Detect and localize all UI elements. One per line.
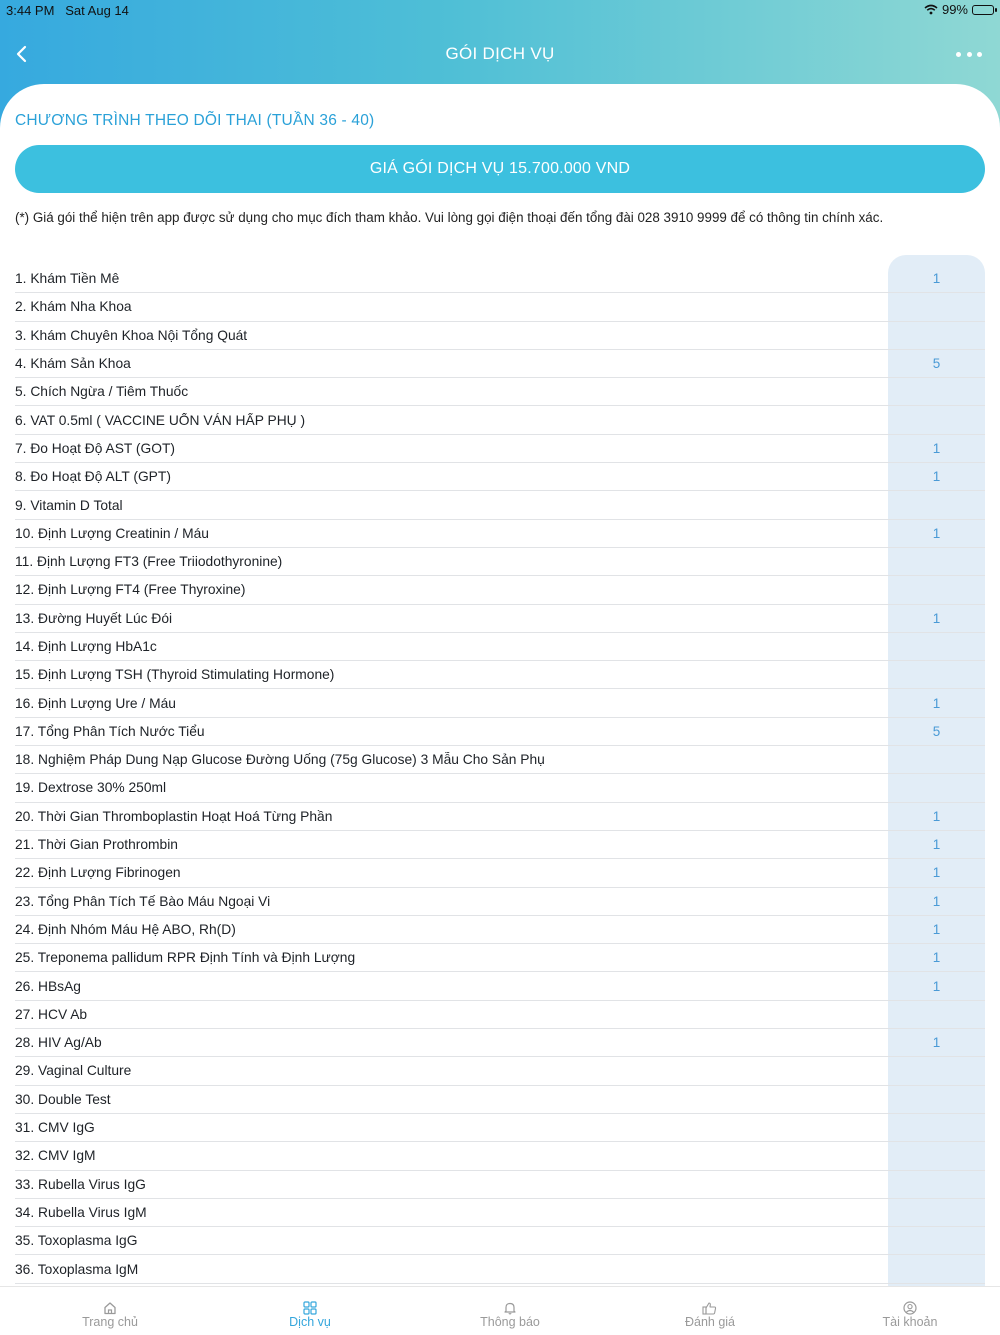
tab-services[interactable] — [210, 1287, 410, 1335]
status-date: Sat Aug 14 — [65, 3, 129, 18]
program-title: CHƯƠNG TRÌNH THEO DÕI THAI (TUẦN 36 - 40) — [15, 112, 375, 129]
service-name: 36. Toxoplasma IgM — [15, 1261, 139, 1277]
service-name: 8. Đo Hoạt Độ ALT (GPT) — [15, 469, 171, 485]
service-name: 35. Toxoplasma IgG — [15, 1233, 138, 1249]
service-row — [15, 774, 985, 802]
service-quantity: 1 — [932, 525, 941, 541]
ellipsis-icon — [956, 52, 961, 57]
service-list — [15, 265, 985, 1284]
tab-account[interactable] — [810, 1287, 1000, 1335]
service-name: 29. Vaginal Culture — [15, 1063, 132, 1079]
tab-services-label: Dịch vụ — [289, 1315, 331, 1329]
service-name: 4. Khám Sản Khoa — [15, 356, 131, 372]
service-quantity: 1 — [932, 469, 941, 485]
tab-notifications[interactable] — [410, 1287, 610, 1335]
service-row — [15, 831, 985, 859]
service-row — [15, 265, 985, 293]
service-row — [15, 350, 985, 378]
service-name: 26. HBsAg — [15, 978, 81, 994]
service-row — [15, 1255, 985, 1283]
service-name: 6. VAT 0.5ml ( VACCINE UỐN VÁN HẤP PHỤ ) — [15, 412, 306, 428]
service-row — [15, 944, 985, 972]
status-time: 3:44 PM — [6, 3, 55, 18]
service-row — [15, 576, 985, 604]
price-note: (*) Giá gói thể hiện trên app được sử dụng cho mục đích tham khảo. Vui lòng gọi điện thoại đến tổng đài 028 3910 9999 để có thông tin chính xác. — [15, 210, 884, 225]
service-row — [15, 916, 985, 944]
service-row — [15, 1001, 985, 1029]
tab-home-label: Trang chủ — [82, 1315, 138, 1329]
service-row — [15, 1199, 985, 1227]
service-row — [15, 718, 985, 746]
service-row — [15, 520, 985, 548]
service-quantity: 1 — [932, 865, 941, 881]
service-quantity: 1 — [932, 610, 941, 626]
wifi-icon — [924, 4, 938, 15]
service-row — [15, 1114, 985, 1142]
service-name: 7. Đo Hoạt Độ AST (GOT) — [15, 440, 175, 456]
service-name: 15. Định Lượng TSH (Thyroid Stimulating Hormone) — [15, 667, 335, 683]
service-row — [15, 378, 985, 406]
service-name: 30. Double Test — [15, 1091, 111, 1107]
service-row — [15, 1086, 985, 1114]
service-name: 11. Định Lượng FT3 (Free Triiodothyronine) — [15, 554, 283, 570]
service-row — [15, 689, 985, 717]
tab-notifications-label: Thông báo — [480, 1315, 540, 1329]
service-name: 28. HIV Ag/Ab — [15, 1035, 102, 1051]
service-row — [15, 435, 985, 463]
service-row — [15, 293, 985, 321]
page-title: GÓI DỊCH VỤ — [445, 44, 555, 63]
service-name: 3. Khám Chuyên Khoa Nội Tổng Quát — [15, 327, 248, 343]
tab-home[interactable] — [10, 1287, 210, 1335]
service-name: 32. CMV IgM — [15, 1148, 96, 1164]
service-name: 16. Định Lượng Ure / Máu — [15, 695, 176, 711]
service-name: 17. Tổng Phân Tích Nước Tiểu — [15, 723, 205, 739]
service-row — [15, 746, 985, 774]
service-name: 22. Định Lượng Fibrinogen — [15, 865, 181, 881]
package-price-button[interactable]: GIÁ GÓI DỊCH VỤ 15.700.000 VND — [15, 145, 985, 193]
service-quantity: 5 — [932, 356, 941, 372]
service-quantity: 1 — [932, 1035, 941, 1051]
more-options-button[interactable] — [956, 44, 982, 64]
service-quantity: 5 — [932, 723, 941, 739]
service-name: 33. Rubella Virus IgG — [15, 1176, 146, 1192]
service-name: 34. Rubella Virus IgM — [15, 1204, 147, 1220]
home-icon — [103, 1301, 117, 1315]
service-row — [15, 1029, 985, 1057]
bell-icon — [503, 1301, 517, 1315]
status-bar — [0, 0, 1000, 22]
bottom-tab-bar — [0, 1286, 1000, 1335]
service-quantity: 1 — [932, 950, 941, 966]
tab-review-label: Đánh giá — [684, 1315, 736, 1329]
service-name: 19. Dextrose 30% 250ml — [15, 780, 167, 796]
service-name: 18. Nghiệm Pháp Dung Nạp Glucose Đường Uống (75g Glucose) 3 Mẫu Cho Sản Phụ — [15, 752, 545, 768]
service-quantity: 1 — [932, 921, 941, 937]
service-row — [15, 322, 985, 350]
service-row — [15, 1057, 985, 1085]
service-row — [15, 548, 985, 576]
service-row — [15, 661, 985, 689]
battery-percent: 99% — [941, 2, 968, 17]
service-row — [15, 972, 985, 1000]
service-quantity: 1 — [932, 695, 941, 711]
service-name: 10. Định Lượng Creatinin / Máu — [15, 525, 209, 541]
service-quantity: 1 — [932, 808, 941, 824]
service-name: 2. Khám Nha Khoa — [15, 299, 132, 315]
service-row — [15, 633, 985, 661]
service-name: 24. Định Nhóm Máu Hệ ABO, Rh(D) — [15, 921, 236, 937]
service-quantity: 1 — [932, 978, 941, 994]
service-name: 27. HCV Ab — [15, 1006, 88, 1022]
battery-icon — [972, 5, 994, 15]
service-name: 20. Thời Gian Thromboplastin Hoạt Hoá Từng Phần — [15, 808, 333, 824]
service-name: 25. Treponema pallidum RPR Định Tính và Định Lượng — [15, 950, 356, 966]
service-name: 13. Đường Huyết Lúc Đói — [15, 610, 173, 626]
service-row — [15, 859, 985, 887]
tab-review[interactable] — [610, 1287, 810, 1335]
service-row — [15, 803, 985, 831]
service-name: 5. Chích Ngừa / Tiêm Thuốc — [15, 384, 189, 400]
service-name: 9. Vitamin D Total — [15, 497, 123, 513]
thumbs-up-icon — [702, 1301, 718, 1315]
service-row — [15, 463, 985, 491]
service-row — [15, 1142, 985, 1170]
service-name: 21. Thời Gian Prothrombin — [15, 837, 178, 853]
service-row — [15, 1227, 985, 1255]
service-name: 14. Định Lượng HbA1c — [15, 639, 157, 654]
service-row — [15, 605, 985, 633]
service-row — [15, 1171, 985, 1199]
grid-icon — [303, 1301, 317, 1315]
service-quantity: 1 — [932, 440, 941, 456]
service-row — [15, 491, 985, 519]
service-quantity: 1 — [932, 271, 941, 287]
service-name: 1. Khám Tiền Mê — [15, 271, 120, 287]
service-name: 12. Định Lượng FT4 (Free Thyroxine) — [15, 582, 246, 598]
service-row — [15, 888, 985, 916]
service-row — [15, 406, 985, 434]
tab-account-label: Tài khoản — [882, 1315, 938, 1329]
service-quantity: 1 — [932, 837, 941, 853]
user-icon — [903, 1301, 917, 1315]
service-quantity: 1 — [932, 893, 941, 909]
service-name: 23. Tổng Phân Tích Tế Bào Máu Ngoại Vi — [15, 893, 271, 909]
service-name: 31. CMV IgG — [15, 1120, 95, 1136]
